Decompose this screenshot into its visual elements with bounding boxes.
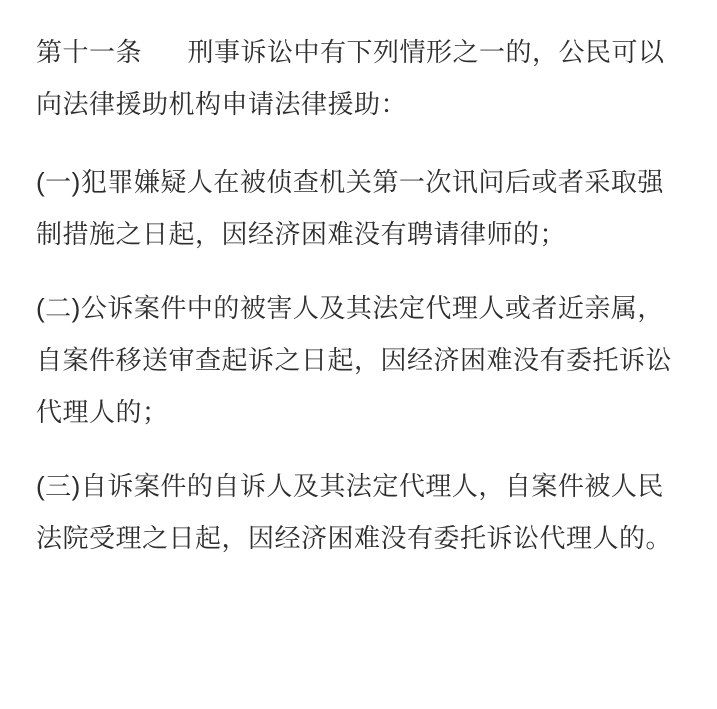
article-heading-paragraph (36, 26, 685, 130)
clause-item-1: (一)犯罪嫌疑人在被侦查机关第一次讯问后或者采取强制措施之日起，因经济困难没有聘请律师的； (36, 167, 664, 249)
article-intro-text: 刑事诉讼中有下列情形之一的，公民可以向法律援助机构申请法律援助： (36, 37, 665, 119)
article-number: 第十一条 (36, 37, 143, 67)
clause-item-2: (二)公诉案件中的被害人及其法定代理人或者近亲属，自案件移送审查起诉之日起，因经济困难没有委托诉讼代理人的； (36, 293, 673, 427)
clause-item-3: (三)自诉案件的自诉人及其法定代理人，自案件被人民法院受理之日起，因经济困难没有委托诉讼代理人的。 (36, 471, 673, 553)
